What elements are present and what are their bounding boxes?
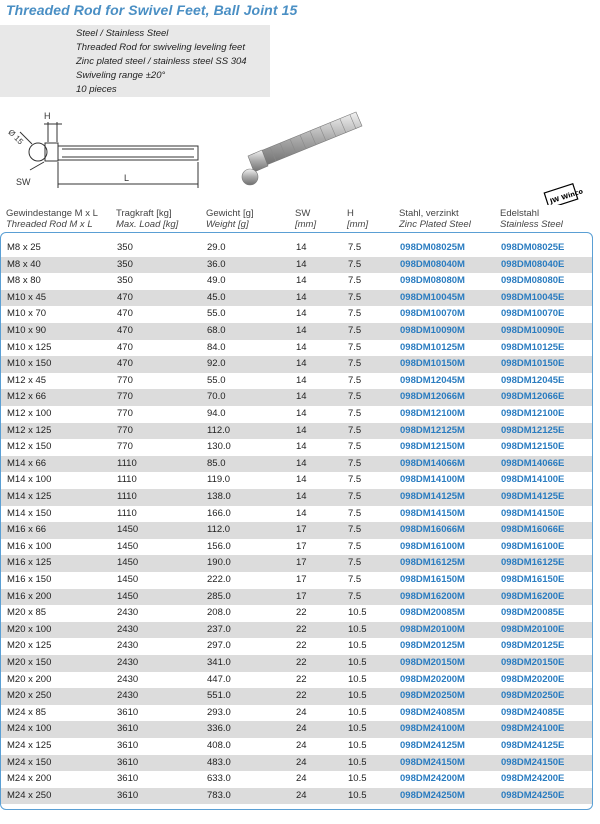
table-cell: 49.0 xyxy=(207,275,226,287)
table-cell: 350 xyxy=(117,275,133,287)
table-row xyxy=(1,306,592,323)
part-number-cell[interactable]: 098DM08025E xyxy=(501,242,565,253)
table-cell: 3610 xyxy=(117,789,139,801)
table-row xyxy=(1,240,592,257)
page-title: Threaded Rod for Swivel Feet, Ball Joint 15 xyxy=(6,2,298,18)
part-number-cell[interactable]: 098DM14125E xyxy=(501,491,565,502)
table-cell: 3610 xyxy=(117,756,139,768)
rod-photo xyxy=(242,112,362,185)
table-cell: 24 xyxy=(296,706,307,718)
part-number-cell[interactable]: 098DM20250M xyxy=(400,690,465,702)
table-row xyxy=(1,622,592,639)
technical-drawing xyxy=(0,110,600,205)
table-row xyxy=(1,655,592,672)
part-number-cell[interactable]: 098DM24100M xyxy=(400,723,465,735)
table-row xyxy=(1,273,592,290)
table-cell: 7.5 xyxy=(348,457,362,469)
table-cell: 14 xyxy=(296,341,307,353)
brand-stamp-text: JW Winco xyxy=(548,187,584,205)
table-cell: 470 xyxy=(117,291,133,303)
column-header-stainless: Edelstahl Stainless Steel xyxy=(500,208,563,230)
table-row xyxy=(1,672,592,689)
part-number-cell[interactable]: 098DM24125E xyxy=(501,740,565,751)
table-cell: 285.0 xyxy=(207,590,231,602)
part-number-cell[interactable]: 098DM20150M xyxy=(400,657,465,668)
table-row xyxy=(1,638,592,655)
table-cell: 7.5 xyxy=(348,242,362,253)
table-row xyxy=(1,605,592,622)
h-dimension-label: H xyxy=(44,111,51,121)
part-number-cell[interactable]: 098DM24085E xyxy=(501,706,565,718)
table-cell: 770 xyxy=(117,441,133,453)
column-header-zinc-steel: Stahl, verzinkt Zinc Plated Steel xyxy=(399,208,471,230)
ball-joint-shape xyxy=(29,143,47,161)
table-cell: 551.0 xyxy=(207,690,231,702)
table-cell: 14 xyxy=(296,291,307,303)
table-row xyxy=(1,472,592,489)
table-row xyxy=(1,788,592,805)
part-number-cell[interactable]: 098DM12150M xyxy=(400,441,465,453)
part-number-cell[interactable]: 098DM12125M xyxy=(400,424,465,436)
table-cell: M16 x 100 xyxy=(7,540,52,552)
part-number-cell[interactable]: 098DM24150E xyxy=(501,756,565,768)
table-cell: 3610 xyxy=(117,740,139,751)
table-cell: 17 xyxy=(296,557,307,569)
table-cell: 10.5 xyxy=(348,706,367,718)
table-cell: M8 x 80 xyxy=(7,275,41,287)
table-cell: M24 x 125 xyxy=(7,740,52,751)
part-number-cell[interactable]: 098DM16066M xyxy=(400,524,465,536)
table-row xyxy=(1,456,592,473)
table-cell: 36.0 xyxy=(207,258,226,270)
table-row xyxy=(1,356,592,373)
table-cell: 7.5 xyxy=(348,424,362,436)
table-cell: 119.0 xyxy=(207,474,231,486)
table-cell: M20 x 125 xyxy=(7,640,52,652)
part-number-cell[interactable]: 098DM10125M xyxy=(400,341,465,353)
table-cell: 3610 xyxy=(117,706,139,718)
part-number-cell[interactable]: 098DM16200M xyxy=(400,590,465,602)
spec-value: Threaded Rod for swiveling leveling feet xyxy=(76,42,245,53)
table-cell: 408.0 xyxy=(207,740,231,751)
table-cell: 14 xyxy=(296,242,307,253)
table-cell: M20 x 250 xyxy=(7,690,52,702)
table-cell: 24 xyxy=(296,773,307,785)
part-number-cell[interactable]: 098DM24200M xyxy=(400,773,465,785)
rod-line-drawing xyxy=(20,122,198,188)
table-cell: M12 x 150 xyxy=(7,441,52,453)
table-cell: 7.5 xyxy=(348,358,362,370)
table-cell: 17 xyxy=(296,540,307,552)
table-cell: M10 x 70 xyxy=(7,308,47,320)
table-cell: 45.0 xyxy=(207,291,226,303)
table-cell: 350 xyxy=(117,258,133,270)
table-cell: 483.0 xyxy=(207,756,231,768)
part-number-cell[interactable]: 098DM14100M xyxy=(400,474,465,486)
table-cell: 85.0 xyxy=(207,457,226,469)
part-number-cell[interactable]: 098DM24200E xyxy=(501,773,565,785)
table-cell: 14 xyxy=(296,441,307,453)
part-number-cell[interactable]: 098DM20200E xyxy=(501,673,565,685)
part-number-cell[interactable]: 098DM20085E xyxy=(501,607,565,619)
table-cell: 7.5 xyxy=(348,507,362,519)
column-header-sw: SW [mm] xyxy=(295,208,317,230)
table-cell: 7.5 xyxy=(348,391,362,403)
part-number-cell[interactable]: 098DM24150M xyxy=(400,756,465,768)
table-cell: 22 xyxy=(296,690,307,702)
table-row xyxy=(1,771,592,788)
table-cell: M14 x 150 xyxy=(7,507,52,519)
table-cell: 470 xyxy=(117,325,133,336)
part-number-cell[interactable]: 098DM24085M xyxy=(400,706,465,718)
part-number-cell[interactable]: 098DM12150E xyxy=(501,441,565,453)
table-cell: 166.0 xyxy=(207,507,231,519)
table-cell: M24 x 150 xyxy=(7,756,52,768)
table-cell: 350 xyxy=(117,242,133,253)
table-cell: 7.5 xyxy=(348,341,362,353)
table-cell: 1110 xyxy=(117,491,137,502)
part-number-cell[interactable]: 098DM16066E xyxy=(501,524,565,536)
table-row xyxy=(1,489,592,506)
table-cell: 1450 xyxy=(117,574,139,585)
table-cell: 14 xyxy=(296,507,307,519)
spec-box xyxy=(0,25,270,97)
table-cell: 2430 xyxy=(117,623,139,635)
part-number-cell[interactable]: 098DM08040M xyxy=(400,258,465,270)
table-cell: 14 xyxy=(296,358,307,370)
thread-shape xyxy=(58,146,198,160)
table-row xyxy=(1,290,592,307)
table-row xyxy=(1,572,592,589)
table-cell: M20 x 200 xyxy=(7,673,52,685)
table-cell: 94.0 xyxy=(207,408,226,419)
table-cell: 22 xyxy=(296,607,307,619)
table-cell: 1450 xyxy=(117,524,139,536)
diameter-label: Ø 15 xyxy=(6,127,25,147)
table-row xyxy=(1,423,592,440)
table-cell: M10 x 90 xyxy=(7,325,47,336)
table-cell: 3610 xyxy=(117,773,139,785)
table-cell: 7.5 xyxy=(348,474,362,486)
part-number-cell[interactable]: 098DM08080M xyxy=(400,275,465,287)
table-cell: 22 xyxy=(296,623,307,635)
table-row xyxy=(1,439,592,456)
table-cell: 10.5 xyxy=(348,773,367,785)
part-number-cell[interactable]: 098DM12066E xyxy=(501,391,565,403)
table-cell: 112.0 xyxy=(207,524,231,536)
table-cell: 7.5 xyxy=(348,408,362,419)
table-row xyxy=(1,522,592,539)
table-row xyxy=(1,705,592,722)
table-cell: 10.5 xyxy=(348,740,367,751)
table-cell: M8 x 25 xyxy=(7,242,41,253)
table-cell: 14 xyxy=(296,424,307,436)
table-cell: 293.0 xyxy=(207,706,231,718)
part-number-cell[interactable]: 098DM14100E xyxy=(501,474,565,486)
part-number-cell[interactable]: 098DM12125E xyxy=(501,424,565,436)
table-cell: 770 xyxy=(117,391,133,403)
part-number-cell[interactable]: 098DM20250E xyxy=(501,690,565,702)
table-cell: 1110 xyxy=(117,474,137,486)
part-number-cell[interactable]: 098DM14066E xyxy=(501,457,565,469)
table-row xyxy=(1,389,592,406)
table-cell: M10 x 45 xyxy=(7,291,47,303)
table-cell: 14 xyxy=(296,308,307,320)
table-cell: M20 x 100 xyxy=(7,623,52,635)
table-cell: 22 xyxy=(296,640,307,652)
part-number-cell[interactable]: 098DM12045M xyxy=(400,374,465,386)
table-cell: 237.0 xyxy=(207,623,231,635)
table-cell: 14 xyxy=(296,374,307,386)
table-cell: 10.5 xyxy=(348,789,367,801)
table-cell: 770 xyxy=(117,408,133,419)
part-number-cell[interactable]: 098DM10150E xyxy=(501,358,565,370)
table-cell: M12 x 66 xyxy=(7,391,47,403)
part-number-cell[interactable]: 098DM12045E xyxy=(501,374,565,386)
table-row xyxy=(1,755,592,772)
table-cell: 24 xyxy=(296,740,307,751)
part-number-cell[interactable]: 098DM20100M xyxy=(400,623,465,635)
spec-value: Swiveling range ±20° xyxy=(76,70,166,81)
table-cell: 7.5 xyxy=(348,308,362,320)
table-cell: 297.0 xyxy=(207,640,231,652)
part-number-cell[interactable]: 098DM10150M xyxy=(400,358,465,370)
table-cell: 55.0 xyxy=(207,308,226,320)
table-cell: 470 xyxy=(117,308,133,320)
column-header-h: H [mm] xyxy=(347,208,369,230)
table-cell: 222.0 xyxy=(207,574,231,585)
table-cell: 2430 xyxy=(117,607,139,619)
table-cell: 10.5 xyxy=(348,756,367,768)
table-cell: 14 xyxy=(296,457,307,469)
table-cell: 7.5 xyxy=(348,557,362,569)
part-number-cell[interactable]: 098DM12100M xyxy=(400,408,465,419)
part-number-cell[interactable]: 098DM14125M xyxy=(400,491,465,502)
table-row xyxy=(1,738,592,755)
table-cell: 341.0 xyxy=(207,657,231,668)
table-cell: M20 x 150 xyxy=(7,657,52,668)
table-cell: 92.0 xyxy=(207,358,226,370)
l-dimension-label: L xyxy=(124,173,130,183)
table-cell: 14 xyxy=(296,275,307,287)
part-number-cell[interactable]: 098DM10045M xyxy=(400,291,465,303)
table-cell: M12 x 45 xyxy=(7,374,47,386)
table-cell: 68.0 xyxy=(207,325,226,336)
table-cell: 2430 xyxy=(117,640,139,652)
part-number-cell[interactable]: 098DM24125M xyxy=(400,740,465,751)
table-cell: 10.5 xyxy=(348,723,367,735)
part-number-cell[interactable]: 098DM10070E xyxy=(501,308,565,320)
part-number-cell[interactable]: 098DM16150M xyxy=(400,574,465,585)
table-cell: M16 x 66 xyxy=(7,524,47,536)
table-cell: 770 xyxy=(117,424,133,436)
table-row xyxy=(1,323,592,340)
table-cell: 7.5 xyxy=(348,491,362,502)
table-cell: 7.5 xyxy=(348,574,362,585)
table-cell: 24 xyxy=(296,789,307,801)
table-cell: M12 x 125 xyxy=(7,424,52,436)
spec-value: 10 pieces xyxy=(76,84,117,95)
table-cell: 84.0 xyxy=(207,341,226,353)
table-cell: 14 xyxy=(296,391,307,403)
part-number-cell[interactable]: 098DM20100E xyxy=(501,623,565,635)
part-number-cell[interactable]: 098DM16125E xyxy=(501,557,565,569)
spec-value: Zinc plated steel / stainless steel SS 304 xyxy=(76,56,247,67)
table-cell: M12 x 100 xyxy=(7,408,52,419)
table-cell: 10.5 xyxy=(348,623,367,635)
table-cell: 17 xyxy=(296,524,307,536)
table-row xyxy=(1,589,592,606)
table-cell: 24 xyxy=(296,723,307,735)
part-number-cell[interactable]: 098DM20150E xyxy=(501,657,565,668)
table-cell: M8 x 40 xyxy=(7,258,41,270)
table-cell: 336.0 xyxy=(207,723,231,735)
table-cell: 3610 xyxy=(117,723,139,735)
table-cell: 10.5 xyxy=(348,657,367,668)
table-cell: 2430 xyxy=(117,673,139,685)
part-number-cell[interactable]: 098DM20085M xyxy=(400,607,465,619)
table-row xyxy=(1,340,592,357)
table-row xyxy=(1,688,592,705)
table-cell: M16 x 125 xyxy=(7,557,52,569)
table-cell: 130.0 xyxy=(207,441,231,453)
sw-dimension-label: SW xyxy=(16,177,31,187)
table-cell: 70.0 xyxy=(207,391,226,403)
table-cell: 783.0 xyxy=(207,789,231,801)
part-number-cell[interactable]: 098DM16100E xyxy=(501,540,565,552)
table-cell: M14 x 125 xyxy=(7,491,52,502)
part-number-cell[interactable]: 098DM24100E xyxy=(501,723,565,735)
part-number-cell[interactable]: 098DM08080E xyxy=(501,275,565,287)
table-cell: 1450 xyxy=(117,540,139,552)
table-cell: 14 xyxy=(296,325,307,336)
part-number-cell[interactable]: 098DM20200M xyxy=(400,673,465,685)
table-cell: 14 xyxy=(296,408,307,419)
part-number-cell[interactable]: 098DM16100M xyxy=(400,540,465,552)
table-cell: 1450 xyxy=(117,590,139,602)
table-cell: 7.5 xyxy=(348,540,362,552)
table-cell: 1110 xyxy=(117,507,137,519)
table-cell: 10.5 xyxy=(348,673,367,685)
table-cell: M24 x 250 xyxy=(7,789,52,801)
table-cell: 1450 xyxy=(117,557,139,569)
table-cell: 7.5 xyxy=(348,291,362,303)
product-table xyxy=(0,232,593,810)
part-number-cell[interactable]: 098DM10090M xyxy=(400,325,465,336)
part-number-cell[interactable]: 098DM20125M xyxy=(400,640,465,652)
table-cell: 22 xyxy=(296,673,307,685)
table-cell: M14 x 100 xyxy=(7,474,52,486)
table-cell: 2430 xyxy=(117,657,139,668)
table-cell: 29.0 xyxy=(207,242,226,253)
table-cell: 7.5 xyxy=(348,374,362,386)
part-number-cell[interactable]: 098DM10045E xyxy=(501,291,565,303)
part-number-cell[interactable]: 098DM12100E xyxy=(501,408,565,419)
table-cell: 10.5 xyxy=(348,690,367,702)
table-cell: 22 xyxy=(296,657,307,668)
column-header-weight: Gewicht [g] Weight [g] xyxy=(206,208,254,230)
brand-stamp xyxy=(544,184,584,205)
part-number-cell[interactable]: 098DM20125E xyxy=(501,640,565,652)
part-number-cell[interactable]: 098DM24250M xyxy=(400,789,465,801)
table-cell: M10 x 150 xyxy=(7,358,52,370)
table-cell: 7.5 xyxy=(348,524,362,536)
table-cell: 14 xyxy=(296,258,307,270)
table-cell: M14 x 66 xyxy=(7,457,47,469)
column-header-load: Tragkraft [kg] Max. Load [kg] xyxy=(116,208,179,230)
table-cell: 17 xyxy=(296,574,307,585)
table-cell: M10 x 125 xyxy=(7,341,52,353)
table-cell: 190.0 xyxy=(207,557,231,569)
table-cell: 17 xyxy=(296,590,307,602)
table-cell: M24 x 200 xyxy=(7,773,52,785)
part-number-cell[interactable]: 098DM12066M xyxy=(400,391,465,403)
table-cell: M20 x 85 xyxy=(7,607,47,619)
table-cell: 470 xyxy=(117,341,133,353)
table-row xyxy=(1,539,592,556)
table-cell: M16 x 150 xyxy=(7,574,52,585)
table-row xyxy=(1,406,592,423)
table-cell: 447.0 xyxy=(207,673,231,685)
table-cell: 14 xyxy=(296,491,307,502)
table-cell: M24 x 85 xyxy=(7,706,47,718)
table-row xyxy=(1,257,592,274)
table-cell: 14 xyxy=(296,474,307,486)
table-cell: 7.5 xyxy=(348,275,362,287)
table-row xyxy=(1,555,592,572)
table-row xyxy=(1,506,592,523)
table-cell: 24 xyxy=(296,756,307,768)
spec-value: Steel / Stainless Steel xyxy=(76,28,169,39)
part-number-cell[interactable]: 098DM10090E xyxy=(501,325,565,336)
table-cell: 156.0 xyxy=(207,540,231,552)
part-number-cell[interactable]: 098DM14066M xyxy=(400,457,465,469)
part-number-cell[interactable]: 098DM10125E xyxy=(501,341,565,353)
part-number-cell[interactable]: 098DM16150E xyxy=(501,574,565,585)
table-cell: 55.0 xyxy=(207,374,226,386)
part-number-cell[interactable]: 098DM08040E xyxy=(501,258,565,270)
part-number-cell[interactable]: 098DM16200E xyxy=(501,590,565,602)
table-cell: 1110 xyxy=(117,457,137,469)
part-number-cell[interactable]: 098DM10070M xyxy=(400,308,465,320)
table-cell: 138.0 xyxy=(207,491,231,502)
table-cell: 10.5 xyxy=(348,640,367,652)
table-cell: 7.5 xyxy=(348,441,362,453)
table-cell: 112.0 xyxy=(207,424,231,436)
part-number-cell[interactable]: 098DM24250E xyxy=(501,789,565,801)
table-cell: 10.5 xyxy=(348,607,367,619)
table-row xyxy=(1,721,592,738)
part-number-cell[interactable]: 098DM08025M xyxy=(400,242,465,253)
table-cell: 7.5 xyxy=(348,325,362,336)
part-number-cell[interactable]: 098DM14150M xyxy=(400,507,465,519)
table-cell: 7.5 xyxy=(348,590,362,602)
part-number-cell[interactable]: 098DM14150E xyxy=(501,507,565,519)
column-header-rod: Gewindestange M x L Threaded Rod M x L xyxy=(6,208,98,230)
table-cell: 470 xyxy=(117,358,133,370)
table-cell: 2430 xyxy=(117,690,139,702)
table-cell: 7.5 xyxy=(348,258,362,270)
table-cell: 770 xyxy=(117,374,133,386)
table-cell: 208.0 xyxy=(207,607,231,619)
table-cell: M16 x 200 xyxy=(7,590,52,602)
table-cell: 633.0 xyxy=(207,773,231,785)
table-row xyxy=(1,373,592,390)
table-cell: M24 x 100 xyxy=(7,723,52,735)
part-number-cell[interactable]: 098DM16125M xyxy=(400,557,465,569)
